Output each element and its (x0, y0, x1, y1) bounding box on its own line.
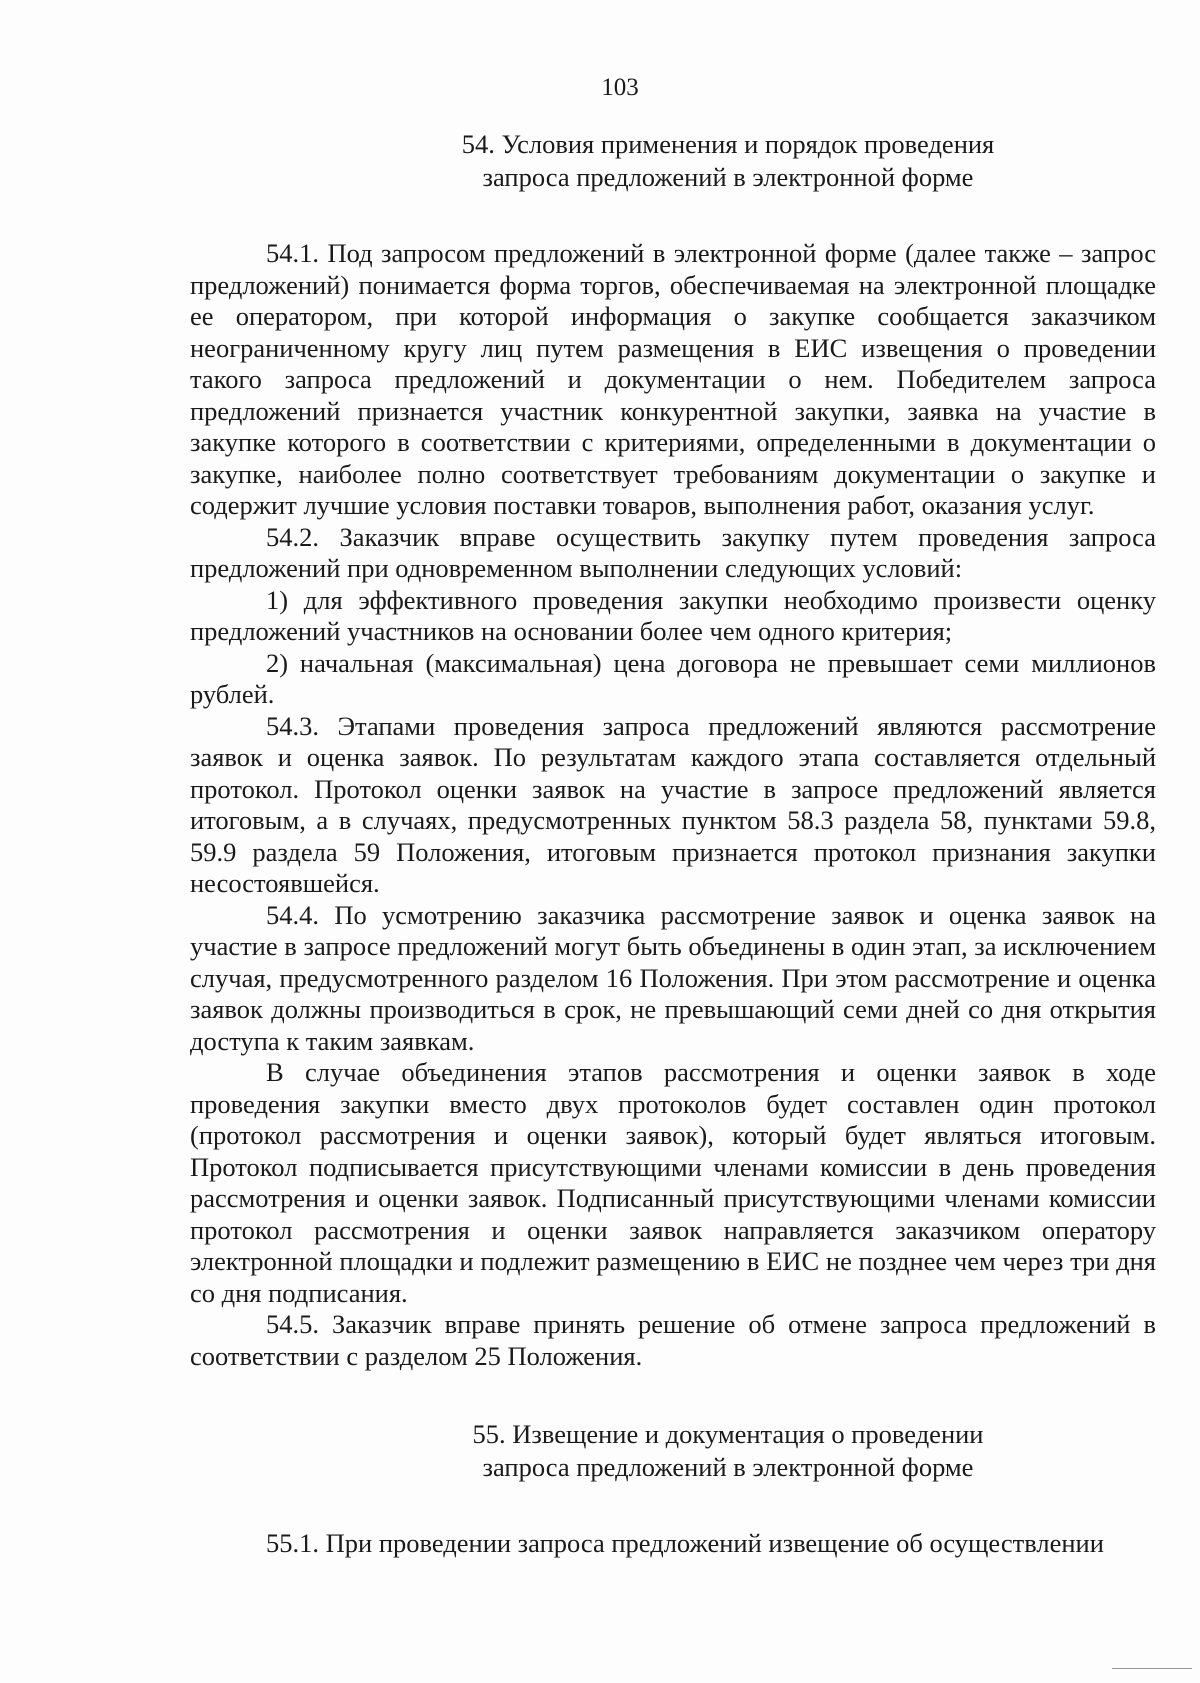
section-54-heading-line-2: запроса предложений в электронной форме (482, 162, 974, 192)
section-55-heading-line-1: 55. Извещение и документация о проведении (472, 1419, 984, 1449)
paragraph-54-3: 54.3. Этапами проведения запроса предложений являются рассмотрение заявок и оценка заявок. По результатам каждого этапа составляется отдельный протокол. Протокол оценки заявок на участие в запросе предложений является итоговым, а в случаях, предусмотренных пунктом 58.3 раздела 58, пунктами 59.8, 59.9 раздела 59 Положения, итоговым признается протокол признания закупки несостоявшейся. (190, 710, 1156, 898)
page-number: 103 (601, 74, 639, 101)
spacer (190, 194, 1156, 238)
paragraph-54-1: 54.1. Под запросом предложений в электронной форме (далее также – запрос предложений) понимается форма торгов, обеспечиваемая на электронной площадке ее оператором, при которой информация о закупке сообщается заказчиком неограниченному кругу лиц путем размещения в ЕИС извещения о проведении такого запроса предложений и документации о нем. Победителем запроса предложений признается участник конкурентной закупки, заявка на участие в закупке которого в соответствии с критериями, определенными в документации о закупке, наиболее полно соответствует требованиям документации о закупке и содержит лучшие условия поставки товаров, выполнения работ, оказания услуг. (190, 238, 1156, 520)
spacer (190, 1484, 1156, 1528)
paragraph-54-2: 54.2. Заказчик вправе осуществить закупку путем проведения запроса предложений при одновременном выполнении следующих условий: (190, 521, 1156, 583)
spacer (190, 1372, 1156, 1418)
scan-edge-mark (1112, 1668, 1192, 1669)
section-55-heading (190, 1418, 1156, 1484)
paragraph-54-2-item-2: 2) начальная (максимальная) цена договора не превышает семи миллионов рублей. (190, 647, 1156, 709)
section-55-heading-line-2: запроса предложений в электронной форме (482, 1452, 974, 1482)
paragraph-54-4: 54.4. По усмотрению заказчика рассмотрение заявок и оценка заявок на участие в запросе предложений могут быть объединены в один этап, за исключением случая, предусмотренного разделом 16 Положения. При этом рассмотрение и оценка заявок должны производиться в срок, не превышающий семи дней со дня открытия доступа к таким заявкам. (190, 899, 1156, 1056)
section-54-heading (190, 128, 1156, 194)
paragraph-54-2-item-1: 1) для эффективного проведения закупки необходимо произвести оценку предложений участников на основании более чем одного критерия; (190, 584, 1156, 646)
paragraph-55-1: 55.1. При проведении запроса предложений извещение об осуществлении (266, 1528, 1104, 1558)
document-body (190, 128, 1156, 1560)
paragraph-54-4-continued: В случае объединения этапов рассмотрения и оценки заявок в ходе проведения закупки вместо двух протоколов будет составлен один протокол (протокол рассмотрения и оценки заявок), который будет являться итоговым. Протокол подписывается присутствующими членами комиссии в день проведения рассмотрения и оценки заявок. Подписанный присутствующими членами комиссии протокол рассмотрения и оценки заявок направляется заказчиком оператору электронной площадки и подлежит размещению в ЕИС не позднее чем через три дня со дня подписания. (190, 1057, 1156, 1308)
section-54-heading-line-1: 54. Условия применения и порядок проведения (461, 129, 995, 159)
paragraph-54-5: 54.5. Заказчик вправе принять решение об отмене запроса предложений в соответствии с разделом 25 Положения. (190, 1309, 1156, 1371)
